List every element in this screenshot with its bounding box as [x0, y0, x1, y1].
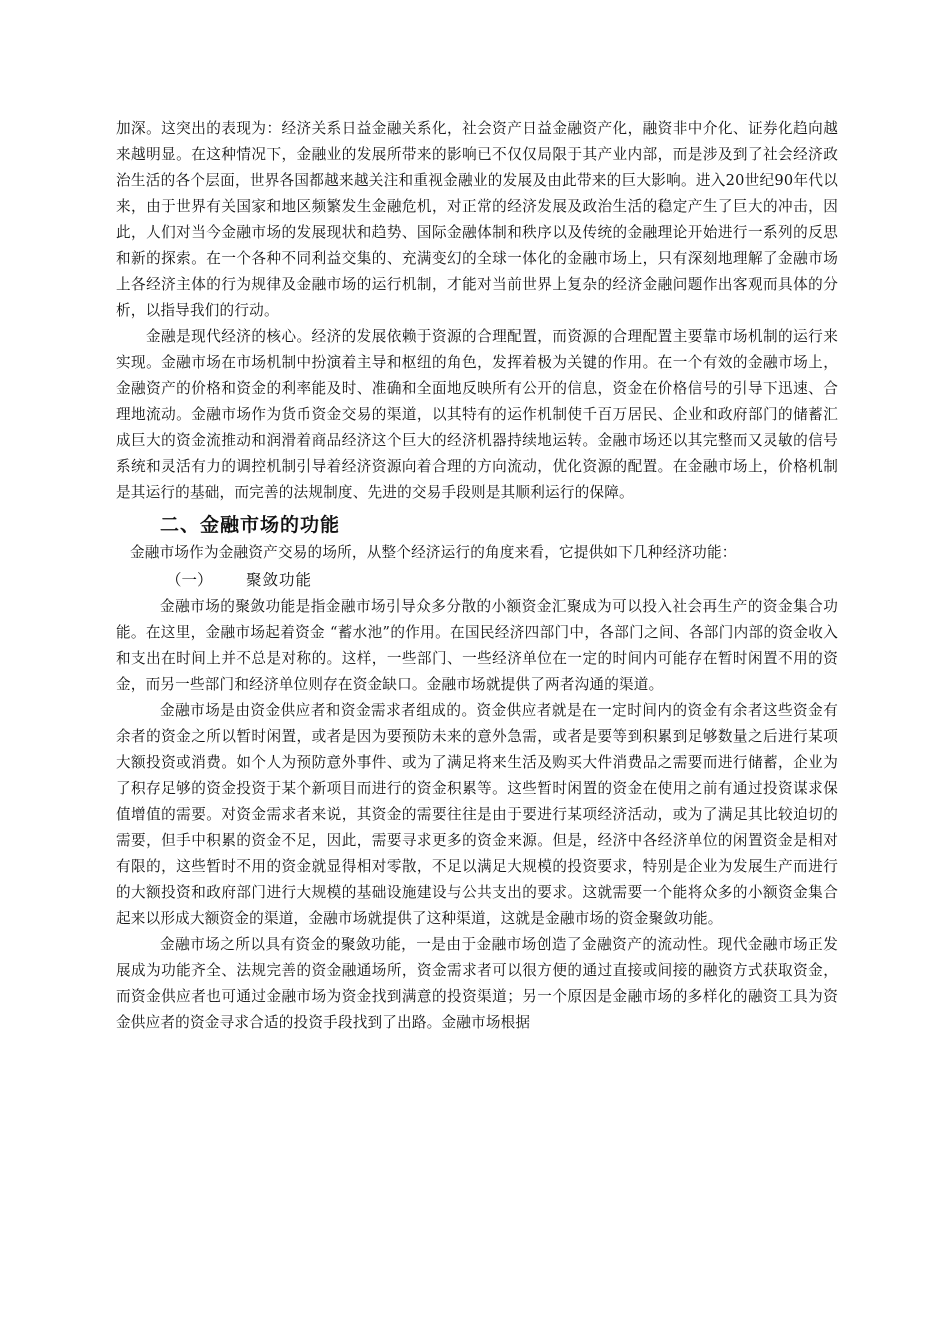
paragraph-aggregation-definition: 金融市场的聚敛功能是指金融市场引导众多分散的小额资金汇聚成为可以投入社会再生产的资金集合功能。在这里，金融市场起着资金 “蓄水池”的作用。在国民经济四部门中，各部门之间、各部门内部的资金收入和支出在时间上并不总是对称的。这样，一些部门、一些经济单位在一定的时间内可能存在暂时闲置不用的资金，而另一些部门和经济单位则存在资金缺口。金融市场就提供了两者沟通的渠道。 — [116, 598, 838, 693]
section-heading: 二、金融市场的功能 — [160, 514, 341, 536]
paragraph-continued: 加深。这突出的表现为：经济关系日益金融关系化，社会资产日益金融资产化，融资非中介化、证券化趋向越来越明显。在这种情况下，金融业的发展所带来的影响已不仅仅局限于其产业内部，而是涉及到了社会经济政治生活的各个层面，世界各国都越来越关注和重视金融业的发展及由此带来的巨大影响。进入20世纪90年代以来，由于世界有关国家和地区频繁发生金融危机，对正常的经济发展及政治生活的稳定产生了巨大的冲击，因此，人们对当今金融市场的发展现状和趋势、国际金融体制和秩序以及传统的金融理论开始进行一系列的反思和新的探索。在一个各种不同利益交集的、充满变幻的全球一体化的金融市场上，只有深刻地理解了金融市场上各经济主体的行为规律及金融市场的运行机制，才能对当前世界上复杂的经济金融问题作出客观而具体的分析，以指导我们的行动。 — [116, 120, 838, 319]
sub-heading-title: 聚敛功能 — [246, 571, 313, 589]
sub-heading-number: （一） — [166, 571, 213, 589]
paragraph-finance-core: 金融是现代经济的核心。经济的发展依赖于资源的合理配置，而资源的合理配置主要靠市场机制的运行来实现。金融市场在市场机制中扮演着主导和枢纽的角色，发挥着极为关键的作用。在一个有效的金融市场上，金融资产的价格和资金的利率能及时、准确和全面地反映所有公开的信息，资金在价格信号的引导下迅速、合理地流动。金融市场作为货币资金交易的渠道，以其特有的运作机制使千百万居民、企业和政府部门的储蓄汇成巨大的资金流推动和润滑着商品经济这个巨大的经济机器持续地运转。金融市场还以其完整而又灵敏的信号系统和灵活有力的调控机制引导着经济资源向着合理的方向流动，优化资源的配置。在金融市场上，价格机制是其运行的基础，而完善的法规制度、先进的交易手段则是其顺利运行的保障。 — [116, 328, 838, 501]
section-intro: 金融市场作为金融资产交易的场所，从整个经济运行的角度来看，它提供如下几种经济功能： — [130, 544, 737, 561]
paragraph-aggregation-participants: 金融市场是由资金供应者和资金需求者组成的。资金供应者就是在一定时间内的资金有余者这些资金有余者的资金之所以暂时闲置，或者是因为要预防未来的意外急需，或者是要等到积累到足够数量之后进行某项大额投资或消费。如个人为预防意外事件、或为了满足将来生活及购买大件消费品之需要而进行储蓄，企业为了积存足够的资金投资于某个新项目而进行的资金积累等。这些暂时闲置的资金在使用之前有通过投资谋求保值增值的需要。对资金需求者来说，其资金的需要往往是由于要进行某项经济活动，或为了满足其比较迫切的需要，但手中积累的资金不足，因此，需要寻求更多的资金来源。但是，经济中各经济单位的闲置资金是相对有限的，这些暂时不用的资金就显得相对零散，不足以满足大规模的投资要求，特别是企业为发展生产而进行的大额投资和政府部门进行大规模的基础设施建设与公共支出的要求。这就需要一个能将众多的小额资金集合起来以形成大额资金的渠道，金融市场就提供了这种渠道，这就是金融市场的资金聚敛功能。 — [116, 702, 838, 927]
paragraph-aggregation-reasons: 金融市场之所以具有资金的聚敛功能，一是由于金融市场创造了金融资产的流动性。现代金融市场正发展成为功能齐全、法规完善的资金融通场所，资金需求者可以很方便的通过直接或间接的融资方式获取资金，而资金供应者也可通过金融市场为资金找到满意的投资渠道；另一个原因是金融市场的多样化的融资工具为资金供应者的资金寻求合适的投资手段找到了出路。金融市场根据 — [116, 936, 838, 1031]
document-page — [116, 116, 838, 1036]
sub-heading — [116, 566, 838, 594]
